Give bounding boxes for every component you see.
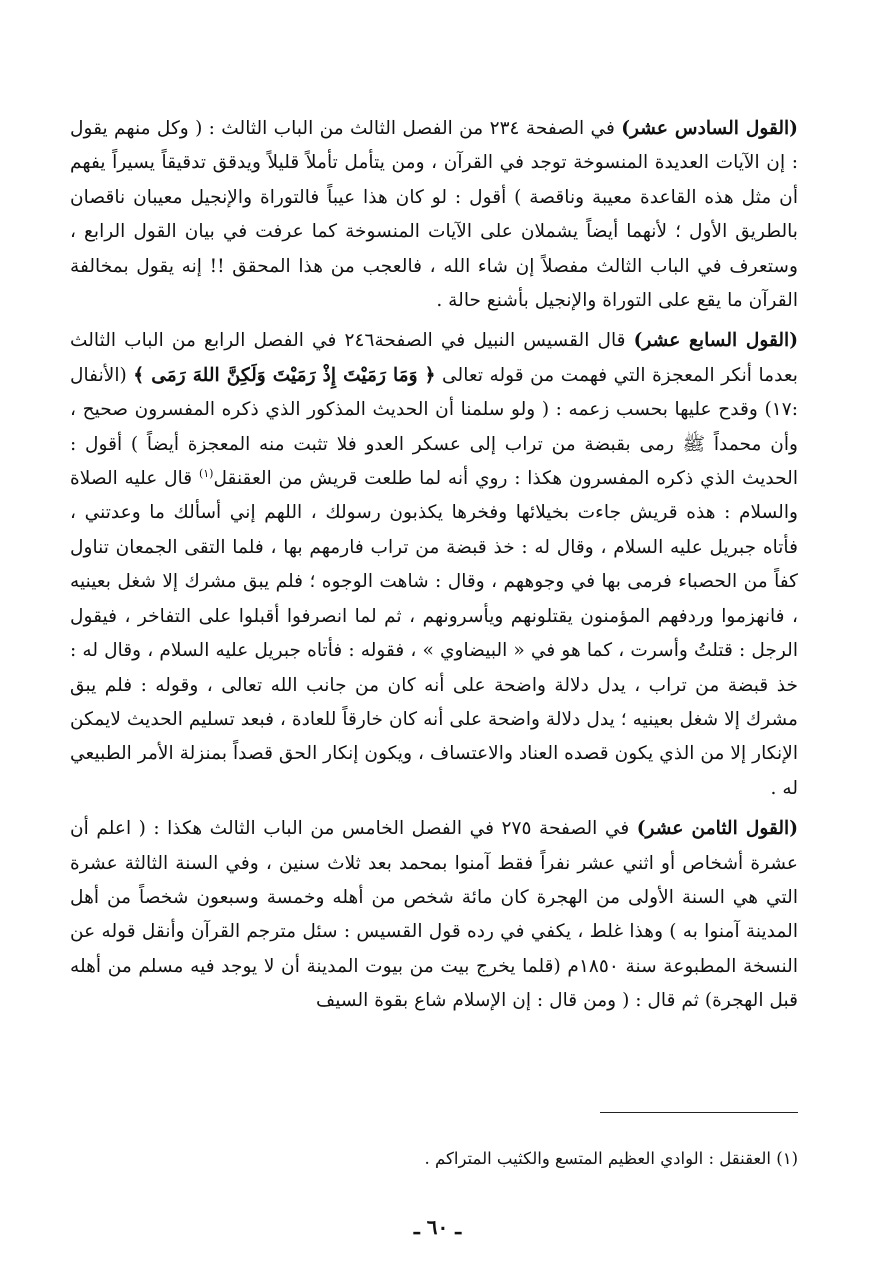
footnote: (١) العقنقل : الوادي العظيم المتسع والكثيب المتراكم . (424, 1149, 798, 1168)
paragraph-16 (70, 112, 798, 318)
paragraph-body: (الأنفال :١٧) وقدح عليها بحسب زعمه : ( ولو سلمنا أن الحديث المذكور الذي ذكره المفسرون صحيح ، وأن محمداً ﷺ رمى بقبضة من تراب إلى عسكر العدو فلا تثبت منه المعجزة أيضاً ) أقول : الحديث الذي ذكره المفسرون هكذا : روي أنه لما طلعت قريش من العقنقل (70, 364, 798, 490)
footnote-divider (600, 1112, 798, 1113)
paragraph-body: في الصفحة ٢٧٥ في الفصل الخامس من الباب الثالث هكذا : ( اعلم أن عشرة أشخاص أو اثني عشر نفراً فقط آمنوا بمحمد بعد ثلاث سنين ، وفي السنة الثالثة عشرة التي هي السنة الأولى من الهجرة كان مائة شخص من أهله وخمسة وسبعون شخصاً من أهل المدينة آمنوا به ) وهذا غلط ، يكفي في رده قول القسيس : سئل مترجم القرآن وأنقل قوله عن النسخة المطبوعة سنة ١٨٥٠م (قلما يخرج بيت من بيوت المدينة أن لا يوجد فيه مسلم من أهله قبل الهجرة) ثم قال : ( ومن قال : إن الإسلام شاع بقوة السيف (70, 818, 798, 1012)
main-text (70, 112, 798, 1025)
paragraph-heading: (القول الثامن عشر) (636, 818, 798, 840)
quran-verse: ﴿ وَمَا رَمَيْتَ إِذْ رَمَيْتَ وَلَكِنَّ اللهَ رَمَى ﴾ (133, 364, 436, 386)
paragraph-heading: (القول السادس عشر) (621, 118, 798, 139)
paragraph-17 (70, 324, 798, 806)
paragraph-body: قال عليه الصلاة والسلام : هذه قريش جاءت بخيلائها وفخرها يكذبون رسولك ، اللهم إني أسألك ما وعدتني ، فأتاه جبريل عليه السلام ، وقال له : خذ قبضة من تراب فارمهم بها ، فلما التقى الجمعان تناول كفاً من الحصباء فرمى بها في وجوههم ، وقال : شاهت الوجوه ؛ فلم يبق مشرك إلا شغل بعينيه ، فانهزموا وردفهم المؤمنون يقتلونهم ويأسرونهم ، ثم لما انصرفوا أقبلوا على التفاخر ، فيقول الرجل : قتلتُ وأسرت ، كما هو في « البيضاوي » ، فقوله : فأتاه جبريل عليه السلام ، وقال له : خذ قبضة من تراب ، يدل دلالة واضحة على أنه كان من جانب الله تعالى ، وقوله : فلم يبق مشرك إلا شغل بعينيه ؛ يدل دلالة واضحة على أنه كان خارقاً للعادة ، فبعد تسليم الحديث لايمكن الإنكار إلا من الذي يكون قصده العناد والاعتساف ، ويكون إنكار الحق قصداً بمنزلة الأمر الطبيعي له . (70, 468, 798, 799)
paragraph-body: قال القسيس النبيل في الصفحة٢٤٦ في الفصل الرابع من الباب الثالث بعدما أنكر المعجزة التي فهمت من قوله تعالى (70, 330, 798, 386)
page-number: ـ ٦٠ ـ (413, 1215, 462, 1239)
footnote-reference[interactable]: (١) (198, 466, 214, 480)
paragraph-18 (70, 812, 798, 1018)
paragraph-heading: (القول السابع عشر) (633, 330, 798, 352)
paragraph-body: في الصفحة ٢٣٤ من الفصل الثالث من الباب الثالث : ( وكل منهم يقول : إن الآيات العديدة المنسوخة توجد في القرآن ، ومن يتأمل تأملاً قليلاً ويدقق تدقيقاً يسيراً يفهم أن مثل هذه القاعدة معيبة وناقصة ) أقول : لو كان هذا عيباً فالتوراة والإنجيل معيبان ناقصان بالطريق الأول ؛ لأنهما أيضاً يشملان على الآيات المنسوخة كما عرفت في بيان القول الرابع ، وستعرف في الباب الثالث مفصلاً إن شاء الله ، فالعجب من هذا المحقق !! إنه يقول بمخالفة القرآن ما يقع على التوراة والإنجيل بأشنع حالة . (70, 118, 798, 312)
